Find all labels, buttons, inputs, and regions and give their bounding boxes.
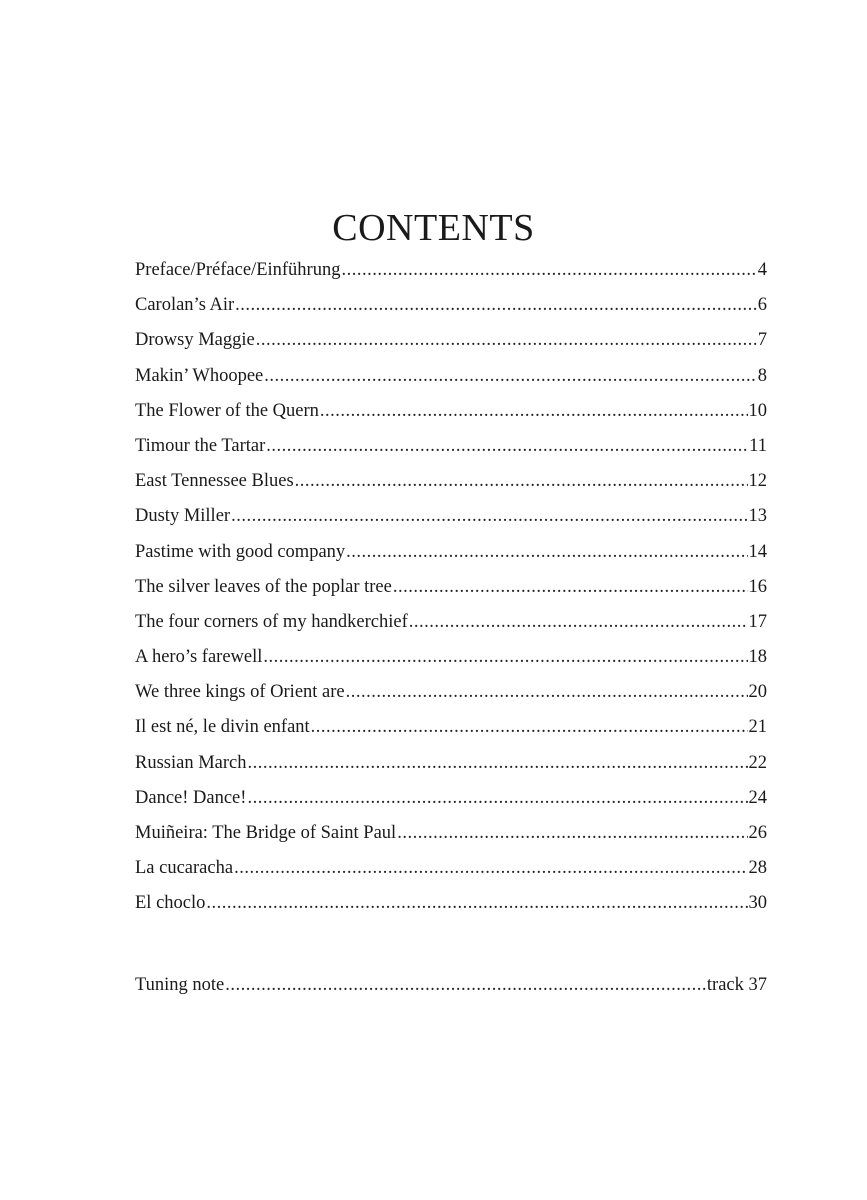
toc-entry-title: The Flower of the Quern xyxy=(135,400,319,421)
dot-leader xyxy=(206,886,747,921)
dot-leader xyxy=(248,746,748,781)
toc-entry-page: 11 xyxy=(749,435,767,456)
dot-leader xyxy=(393,570,748,605)
toc-entry-title: A hero’s farewell xyxy=(135,647,263,668)
toc-entry-page: 28 xyxy=(748,858,767,879)
dot-leader xyxy=(346,535,747,570)
table-of-contents xyxy=(135,253,767,922)
toc-entry-page: 8 xyxy=(757,365,767,386)
toc-entry[interactable] xyxy=(135,640,767,675)
toc-entry-title: East Tennessee Blues xyxy=(135,471,294,492)
toc-entry[interactable] xyxy=(135,886,767,921)
toc-entry-title: Timour the Tartar xyxy=(135,435,266,456)
tuning-note-track: track 37 xyxy=(706,975,767,995)
toc-entry[interactable] xyxy=(135,394,767,429)
toc-entry-title: The four corners of my handkerchief xyxy=(135,611,408,632)
toc-entry[interactable] xyxy=(135,570,767,605)
tuning-note-entry[interactable] xyxy=(135,968,767,1003)
tuning-note-label: Tuning note xyxy=(135,975,225,995)
dot-leader xyxy=(264,359,756,394)
toc-entry[interactable] xyxy=(135,851,767,886)
toc-entry[interactable] xyxy=(135,675,767,710)
toc-entry[interactable] xyxy=(135,746,767,781)
toc-entry-title: The silver leaves of the poplar tree xyxy=(135,576,392,597)
dot-leader xyxy=(295,464,748,499)
toc-entry-title: Pastime with good company xyxy=(135,541,346,562)
toc-entry-title: Il est né, le divin enfant xyxy=(135,717,310,738)
toc-entry-title: Carolan’s Air xyxy=(135,295,235,316)
toc-entry-page: 12 xyxy=(748,471,767,492)
toc-entry-title: Drowsy Maggie xyxy=(135,330,255,351)
toc-entry-title: We three kings of Orient are xyxy=(135,682,345,703)
toc-entry[interactable] xyxy=(135,464,767,499)
toc-entry[interactable] xyxy=(135,781,767,816)
toc-entry-page: 30 xyxy=(748,893,767,914)
toc-entry-page: 16 xyxy=(748,576,767,597)
toc-entry-page: 13 xyxy=(748,506,767,527)
toc-entry-page: 6 xyxy=(757,295,767,316)
toc-entry-page: 14 xyxy=(748,541,767,562)
dot-leader xyxy=(341,253,756,288)
toc-entry[interactable] xyxy=(135,323,767,358)
toc-entry-page: 7 xyxy=(757,330,767,351)
toc-entry-title: Makin’ Whoopee xyxy=(135,365,264,386)
toc-entry-page: 20 xyxy=(748,682,767,703)
toc-entry[interactable] xyxy=(135,359,767,394)
dot-leader xyxy=(263,640,747,675)
toc-entry-title: Dance! Dance! xyxy=(135,787,247,808)
dot-leader xyxy=(225,968,706,1003)
toc-entry-page: 4 xyxy=(757,260,767,280)
dot-leader xyxy=(231,499,747,534)
toc-entry-page: 26 xyxy=(748,823,767,843)
toc-entry-title: Muiñeira: The Bridge of Saint Paul xyxy=(135,823,397,843)
toc-entry-page: 17 xyxy=(748,611,767,632)
toc-entry-page: 24 xyxy=(748,787,767,808)
tuning-note-section xyxy=(135,968,767,1003)
toc-entry[interactable] xyxy=(135,288,767,323)
dot-leader xyxy=(234,851,747,886)
toc-entry-page: 22 xyxy=(748,752,767,773)
toc-entry-title: Dusty Miller xyxy=(135,506,231,527)
dot-leader xyxy=(247,781,747,816)
toc-entry[interactable] xyxy=(135,535,767,570)
dot-leader xyxy=(266,429,748,464)
toc-entry-page: 21 xyxy=(748,717,767,738)
dot-leader xyxy=(397,816,747,851)
toc-entry[interactable] xyxy=(135,499,767,534)
dot-leader xyxy=(311,710,748,745)
dot-leader xyxy=(320,394,748,429)
toc-entry-title: El choclo xyxy=(135,893,206,914)
dot-leader xyxy=(235,288,757,323)
toc-entry-title: La cucaracha xyxy=(135,858,234,879)
dot-leader xyxy=(256,323,757,358)
dot-leader xyxy=(346,675,748,710)
toc-entry[interactable] xyxy=(135,710,767,745)
toc-entry[interactable] xyxy=(135,605,767,640)
toc-entry-page: 18 xyxy=(748,647,767,668)
toc-entry[interactable] xyxy=(135,816,767,851)
page-title: CONTENTS xyxy=(332,207,535,249)
toc-entry-page: 10 xyxy=(748,400,767,421)
toc-entry[interactable] xyxy=(135,429,767,464)
dot-leader xyxy=(409,605,748,640)
toc-entry-title: Russian March xyxy=(135,752,247,773)
toc-entry[interactable] xyxy=(135,253,767,288)
toc-entry-title: Preface/Préface/Einführung xyxy=(135,260,341,280)
